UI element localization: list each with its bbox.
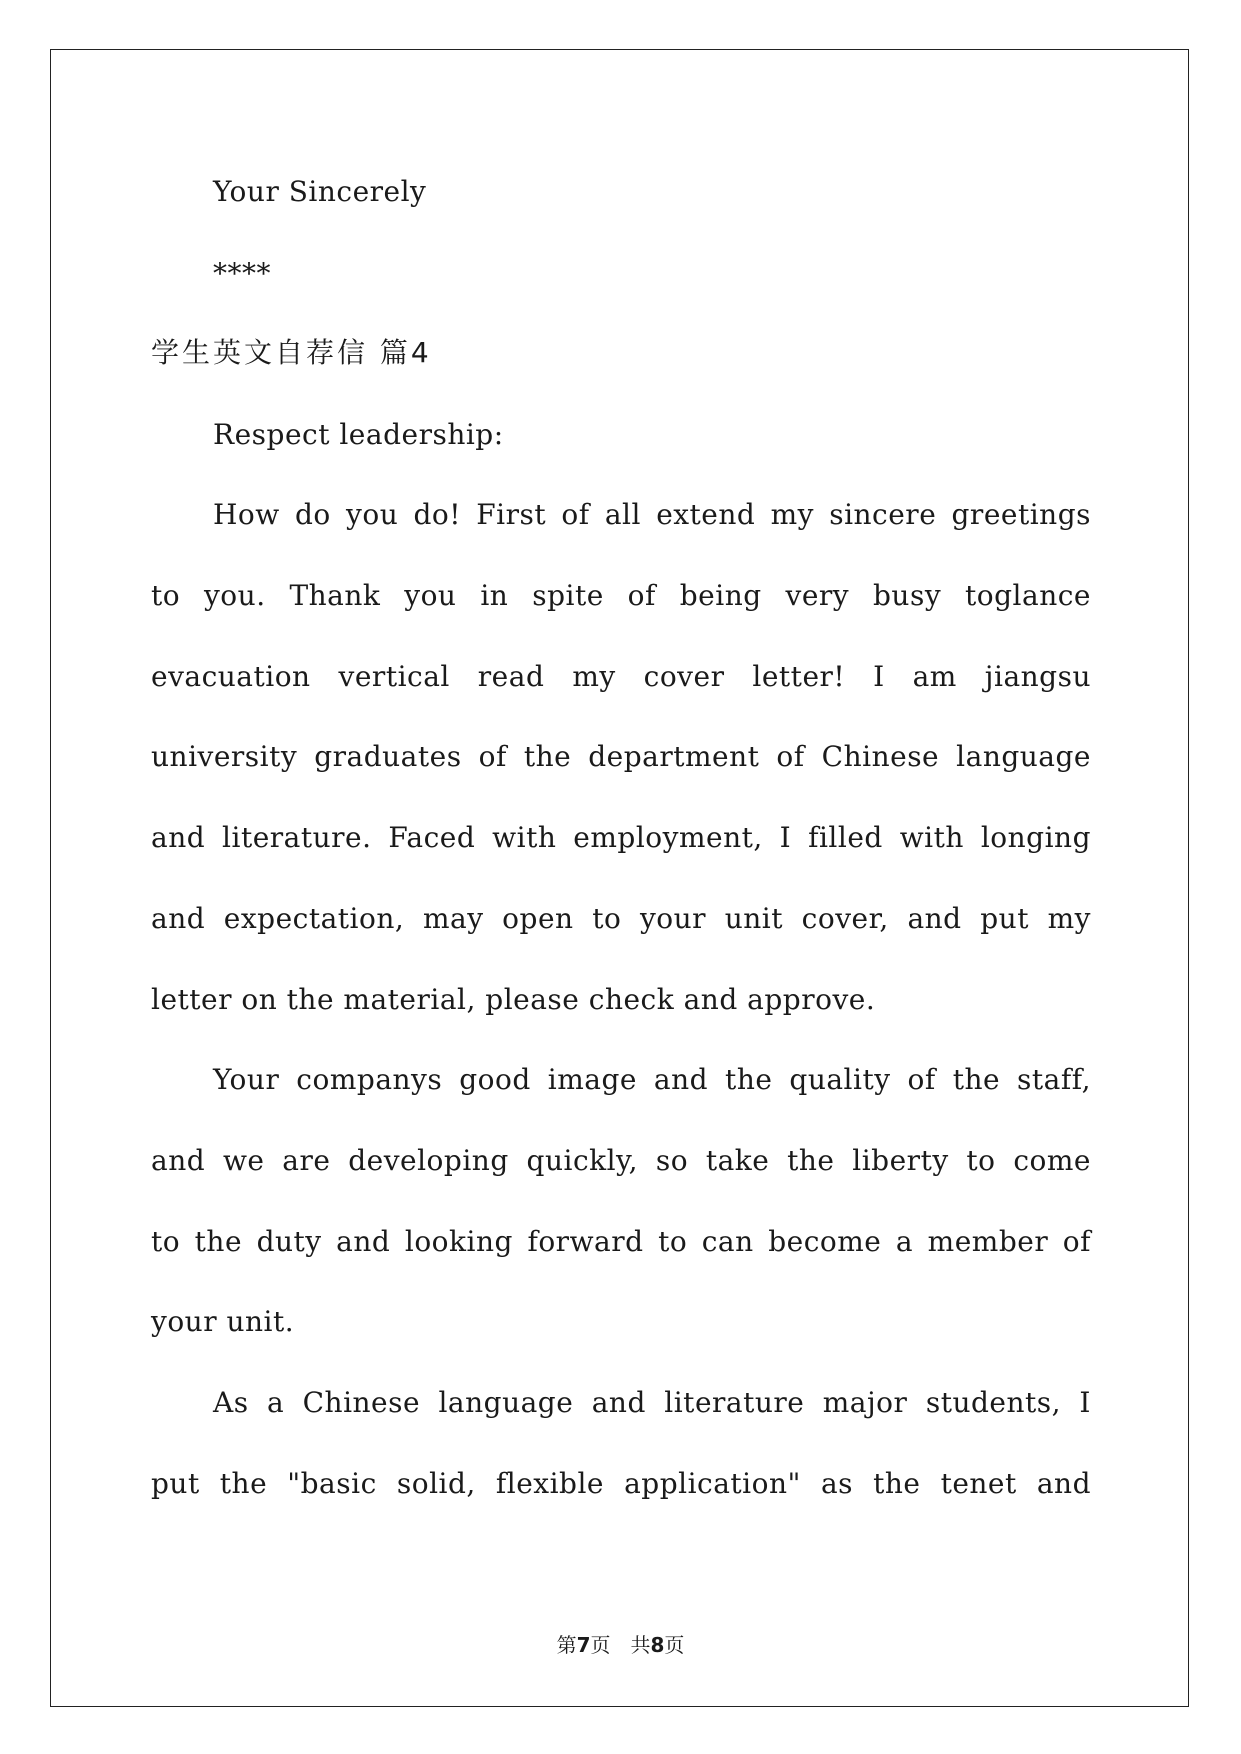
- body-line: and we are developing quickly, so take the liberty to come: [151, 1144, 1091, 1177]
- body-line: put the "basic solid, flexible application" as the tenet and: [151, 1467, 1091, 1500]
- body-line: How do you do! First of all extend my sincere greetings: [213, 498, 1091, 531]
- page-prefix: 第: [556, 1633, 577, 1657]
- page-mid: 页 共: [590, 1633, 651, 1657]
- body-line: university graduates of the department of Chinese language: [151, 740, 1091, 773]
- page-border: [50, 49, 1189, 1707]
- closing-text: Your Sincerely: [213, 175, 427, 208]
- body-line: As a Chinese language and literature major students, I: [213, 1386, 1091, 1419]
- body-line: Your companys good image and the quality of the staff,: [213, 1063, 1091, 1096]
- section-heading: 学生英文自荐信 篇4: [151, 336, 432, 369]
- body-line: your unit.: [151, 1305, 295, 1338]
- body-line: to you. Thank you in spite of being very busy toglance: [151, 579, 1091, 612]
- body-line: letter on the material, please check and approve.: [151, 983, 876, 1016]
- body-line: and expectation, may open to your unit cover, and put my: [151, 902, 1091, 935]
- total-page-number: 8: [650, 1633, 665, 1657]
- salutation-text: Respect leadership:: [213, 418, 504, 451]
- current-page-number: 7: [576, 1633, 591, 1657]
- body-line: and literature. Faced with employment, I filled with longing: [151, 821, 1091, 854]
- signature-text: ****: [213, 257, 271, 290]
- body-line: to the duty and looking forward to can become a member of: [151, 1225, 1091, 1258]
- page-number-footer: [0, 1629, 1241, 1658]
- body-line: evacuation vertical read my cover letter! I am jiangsu: [151, 660, 1091, 693]
- page-suffix: 页: [664, 1633, 685, 1657]
